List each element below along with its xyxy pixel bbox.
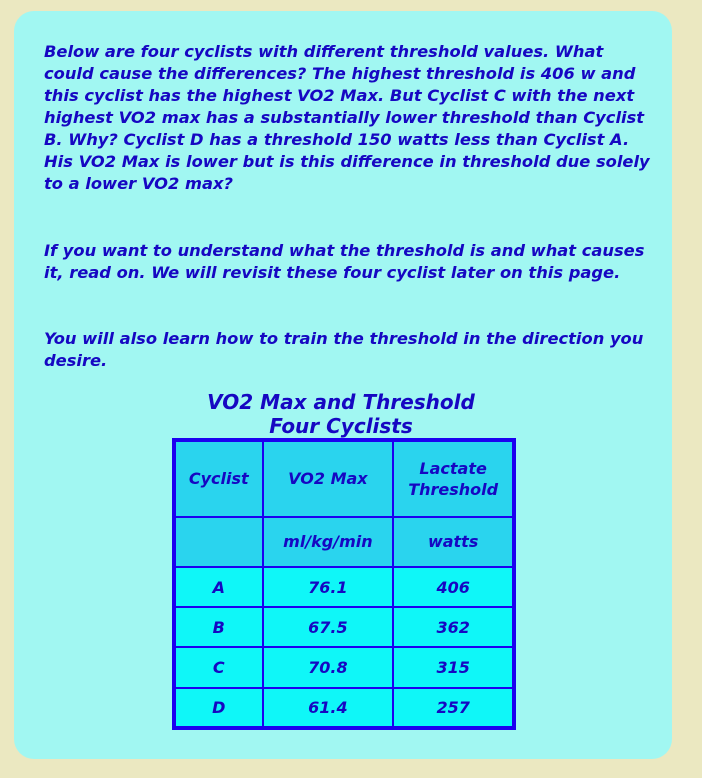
unit-cyclist (174, 517, 263, 567)
cyclist-cell: D (174, 688, 263, 728)
read-on-paragraph: If you want to understand what the threshold is and what causes it, read on. We will revisit these four cyclist later on this page. (44, 241, 645, 282)
cyclist-cell: A (174, 567, 263, 607)
vo2-max-cell: 61.4 (263, 688, 394, 728)
table-header-row (174, 440, 514, 517)
threshold-cell: 257 (393, 688, 514, 728)
cyclist-table (172, 438, 516, 730)
unit-threshold: watts (393, 517, 514, 567)
cyclist-cell: B (174, 607, 263, 647)
unit-vo2-max: ml/kg/min (263, 517, 394, 567)
threshold-cell: 406 (393, 567, 514, 607)
table-row (174, 688, 514, 728)
vo2-max-cell: 70.8 (263, 647, 394, 687)
header-cyclist: Cyclist (174, 440, 263, 517)
training-paragraph: You will also learn how to train the threshold in the direction you desire. (44, 329, 644, 370)
table-row (174, 567, 514, 607)
vo2-max-cell: 67.5 (263, 607, 394, 647)
intro-paragraph: Below are four cyclists with different threshold values. What could cause the differences? The highest threshold is 406 w and this cyclist has the highest VO2 Max. But Cyclist C with the next highest VO2 max has a substantially lower threshold than Cyclist B. Why? Cyclist D has a threshold 150 watts less than Cyclist A. His VO2 Max is lower but is this difference in threshold due solely to a lower VO2 max? (44, 42, 650, 193)
header-lactate-threshold: Lactate Threshold (393, 440, 514, 517)
vo2-max-cell: 76.1 (263, 567, 394, 607)
table-title-line-1: VO2 Max and Threshold (207, 390, 475, 414)
table-title-line-2: Four Cyclists (269, 414, 413, 438)
threshold-cell: 315 (393, 647, 514, 687)
table-row (174, 647, 514, 687)
header-vo2-max: VO2 Max (263, 440, 394, 517)
cyclist-cell: C (174, 647, 263, 687)
threshold-cell: 362 (393, 607, 514, 647)
table-units-row (174, 517, 514, 567)
table-row (174, 607, 514, 647)
